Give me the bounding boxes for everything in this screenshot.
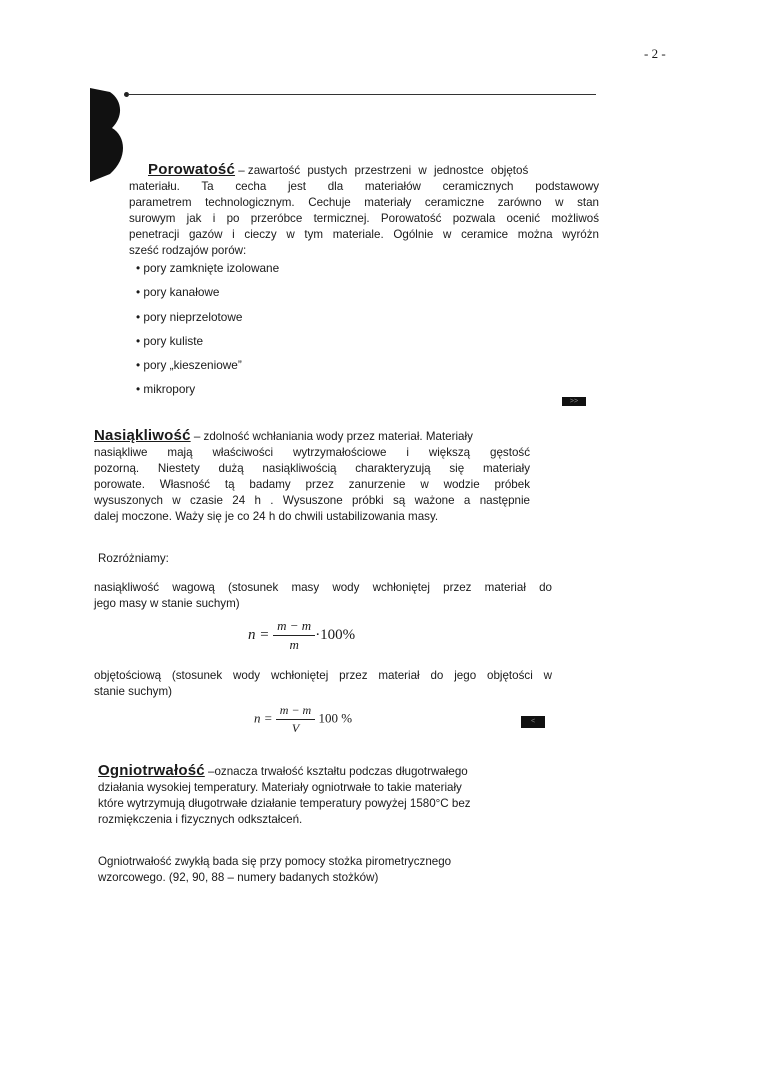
ogniotrwalosc-definition (98, 780, 538, 828)
porowatosc-line: surowym jak i po przeróbce termicznej. Porowatość pozwala ocenić możliwoś (129, 212, 599, 225)
next-link-button[interactable]: >> (562, 397, 586, 406)
porowatosc-line: sześć rodzajów porów: (129, 244, 247, 257)
nasiakliwosc-objetosciowa (94, 668, 552, 700)
nasiakliwosc-term: Nasiąkliwość (94, 427, 191, 444)
objetosciowa-line: stanie suchym) (94, 685, 172, 698)
page-number: - 2 - (644, 46, 666, 61)
nasiakliwosc-line: nasiąkliwe mają właściwości wytrzymałościowe i większą gęstość (94, 446, 530, 459)
porowatosc-term: Porowatość (148, 161, 236, 178)
nasiakliwosc-definition (94, 445, 530, 525)
rozrozniamy-label: Rozróżniamy: (98, 552, 169, 565)
wagowa-line: nasiąkliwość wagową (stosunek masy wody wchłoniętej przez materiał do (94, 581, 552, 594)
porowatosc-first-line (148, 161, 598, 179)
header-rule (128, 94, 596, 95)
chapter-letter-b-graphic (88, 88, 128, 184)
nasiakliwosc-wagowa (94, 580, 552, 612)
pore-types-list (136, 260, 279, 406)
porowatosc-dash: – (235, 164, 248, 177)
list-item: • pory „kieszeniowe” (136, 358, 242, 373)
ogniotrwalosc-line: które wytrzymują długotrwałe działanie temperatury powyżej 1580°C bez (98, 797, 471, 810)
porowatosc-line: materiału. Ta cecha jest dla materiałów ceramicznych podstawowy (129, 180, 599, 193)
nasiakliwosc-line: dalej moczone. Waży się je co 24 h do chwili ustabilizowania masy. (94, 510, 439, 523)
list-item: • pory nieprzelotowe (136, 309, 243, 324)
ogniotrwalosc-line: działania wysokiej temperatury. Materiały ogniotrwałe to takie materiały (98, 781, 462, 794)
nasiakliwosc-line: porowate. Własność tą badamy przez zanurzenie w wodzie próbek (94, 478, 530, 491)
formula-volume-absorption: n = $\frac{m - m}{V}$ 100 % (254, 703, 353, 735)
ogniotrwalosc-first-line: Ogniotrwałość –oznacza trwałość kształtu podczas długotrwałego (98, 762, 468, 779)
note-line: wzorcowego. (92, 90, 88 – numery badanych stożków) (98, 871, 379, 884)
back-link-button[interactable]: < (521, 716, 545, 728)
list-item: • pory zamknięte izolowane (136, 261, 280, 275)
list-item: • mikropory (136, 382, 196, 397)
formula-mass-absorption: n = $\frac{m - m}{m}$ ·100% (248, 618, 356, 652)
porowatosc-line: parametrem technologicznym. Cechuje materiały ceramiczne zarówno w stan (129, 196, 599, 209)
ogniotrwalosc-term: Ogniotrwałość (98, 762, 205, 779)
ogniotrwalosc-line: rozmiękczenia i fizycznych odkształceń. (98, 813, 303, 826)
porowatosc-definition (129, 179, 599, 259)
list-item: • pory kuliste (136, 333, 204, 348)
nasiakliwosc-line: pozorną. Niestety dużą nasiąkliwością charakteryzują się materiały (94, 462, 530, 475)
note-line: Ogniotrwałość zwykłą bada się przy pomocy stożka pirometrycznego (98, 855, 452, 868)
objetosciowa-line: objętościową (stosunek wody wchłoniętej przez materiał do jego objętości w (94, 669, 552, 682)
porowatosc-line: penetracji gazów i cieczy w tym materiale. Ogólnie w ceramice można wyróżn (129, 228, 599, 241)
ogniotrwalosc-note (98, 854, 538, 886)
porowatosc-line-0: zawartość pustych przestrzeni w jednostce objętoś (247, 164, 529, 177)
list-item: • pory kanałowe (136, 285, 220, 300)
nasiakliwosc-first-line: Nasiąkliwość – zdolność wchłaniania wody przez materiał. Materiały (94, 427, 473, 444)
nasiakliwosc-line: wysuszonych w czasie 24 h . Wysuszone próbki są ważone a następnie (94, 494, 530, 507)
wagowa-line: jego masy w stanie suchym) (94, 597, 240, 610)
